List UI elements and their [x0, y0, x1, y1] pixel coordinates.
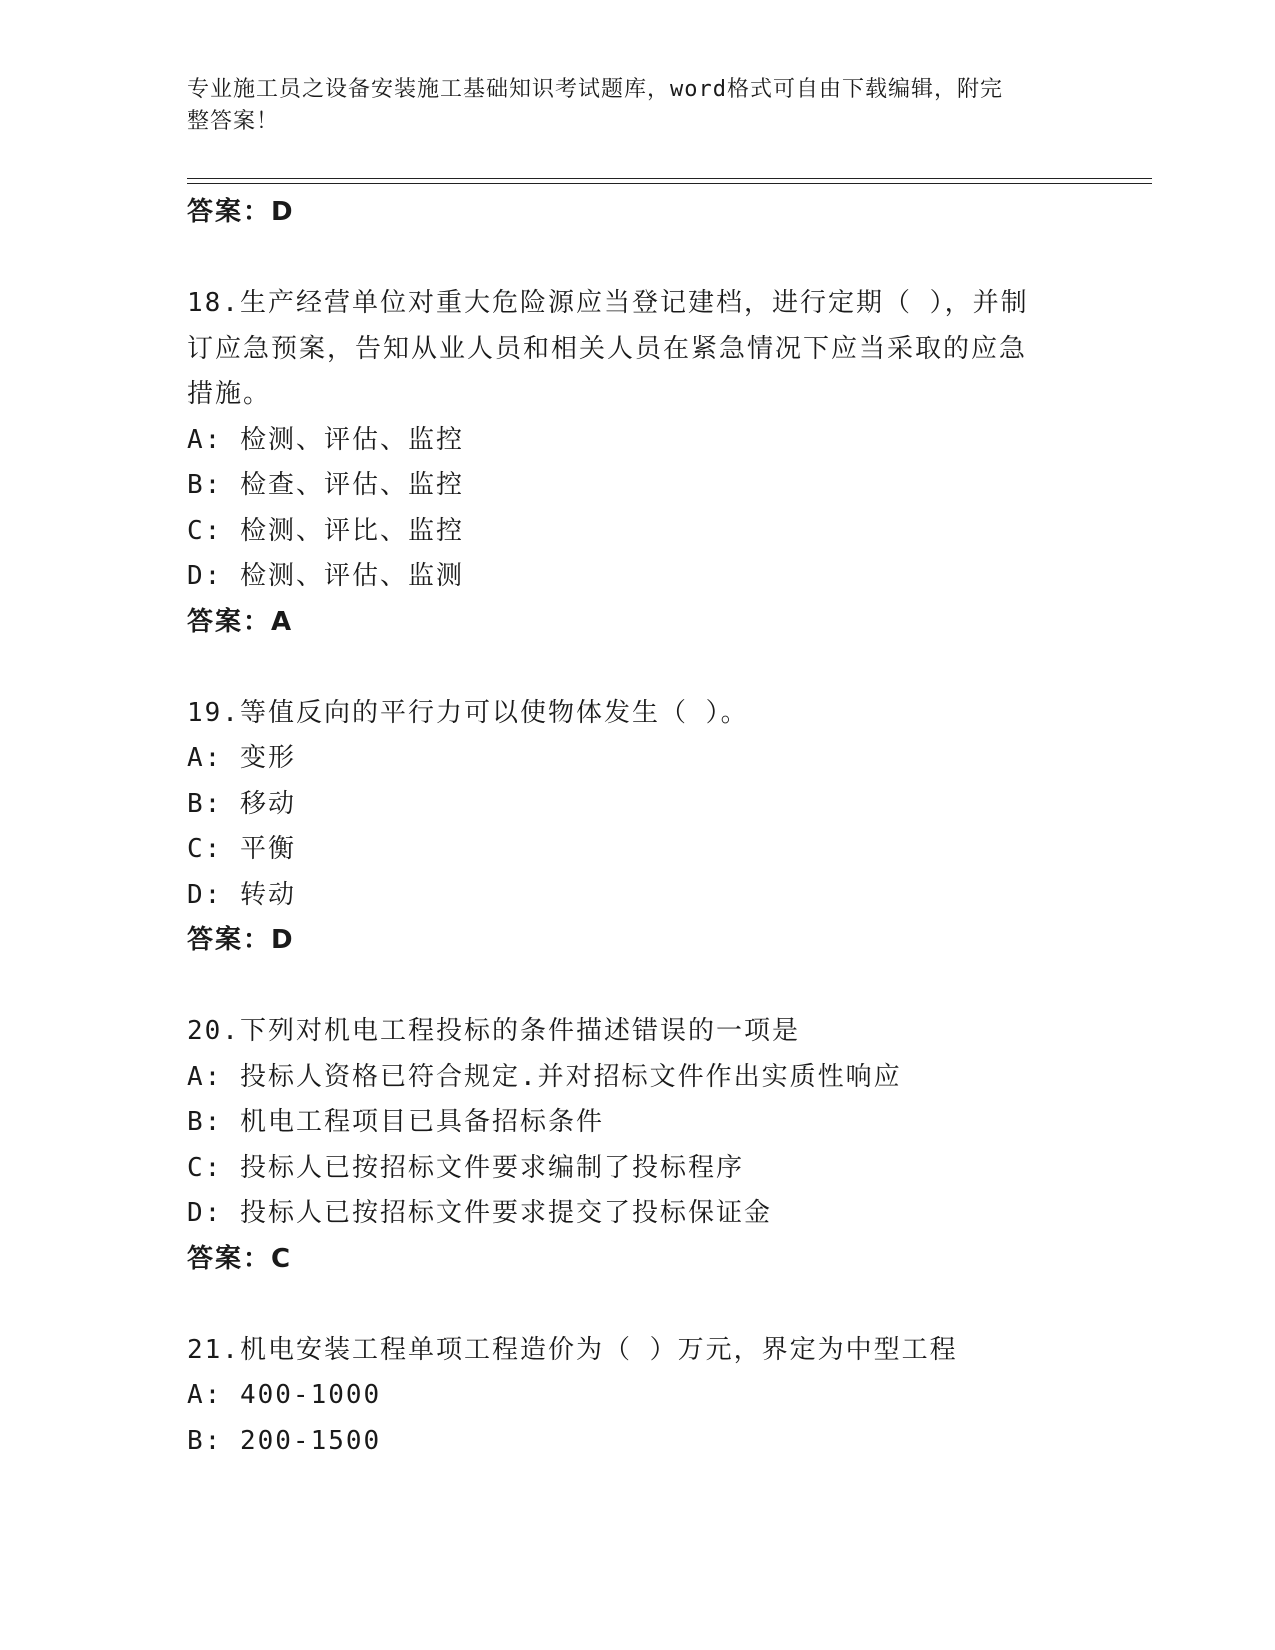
question-text: 21.机电安装工程单项工程造价为（ ）万元，界定为中型工程 — [187, 1334, 958, 1365]
option-b: B: 检查、评估、监控 — [187, 470, 464, 500]
spacer — [187, 964, 1087, 1010]
header-divider-top — [187, 178, 1152, 179]
question-text: 订应急预案，告知从业人员和相关人员在紧急情况下应当采取的应急 — [187, 333, 1028, 364]
answer-line: 答案：D — [187, 925, 295, 955]
question-text: 20.下列对机电工程投标的条件描述错误的一项是 — [187, 1016, 800, 1046]
question-19 — [187, 691, 1087, 964]
option-c: C: 检测、评比、监控 — [187, 515, 464, 546]
option-a: A: 变形 — [187, 743, 296, 773]
question-text: 18.生产经营单位对重大危险源应当登记建档，进行定期（ ），并制 — [187, 288, 1029, 318]
question-18 — [187, 281, 1087, 645]
answer-line: 答案：D — [187, 197, 295, 227]
question-20 — [187, 1009, 1087, 1282]
option-b: B: 移动 — [187, 788, 296, 819]
option-c: C: 平衡 — [187, 834, 296, 864]
spacer — [187, 645, 1087, 691]
header-title-line-1: 专业施工员之设备安装施工基础知识考试题库，word格式可自由下载编辑，附完 — [187, 77, 1003, 102]
spacer — [187, 1282, 1087, 1328]
header-divider-bottom — [187, 183, 1152, 184]
option-d: D: 检测、评估、监测 — [187, 561, 464, 591]
option-a: A: 检测、评估、监控 — [187, 424, 464, 455]
question-text: 19.等值反向的平行力可以使物体发生（ ）。 — [187, 697, 749, 728]
question-list — [187, 190, 1087, 1464]
question-text: 措施。 — [187, 379, 272, 409]
header-title-line-2: 整答案！ — [187, 109, 280, 134]
spacer — [187, 236, 1087, 282]
option-c: C: 投标人已按招标文件要求编制了投标程序 — [187, 1152, 744, 1183]
answer-line: 答案：C — [187, 1243, 293, 1274]
option-d: D: 投标人已按招标文件要求提交了投标保证金 — [187, 1198, 772, 1228]
option-b: B: 机电工程项目已具备招标条件 — [187, 1107, 604, 1137]
option-b: B: 200-1500 — [187, 1425, 382, 1456]
option-a: A: 投标人资格已符合规定.并对招标文件作出实质性响应 — [187, 1061, 902, 1092]
option-a: A: 400-1000 — [187, 1380, 382, 1410]
answer-line: 答案：A — [187, 606, 294, 637]
page-header — [187, 74, 1067, 138]
question-21 — [187, 1328, 1087, 1465]
option-d: D: 转动 — [187, 879, 296, 910]
